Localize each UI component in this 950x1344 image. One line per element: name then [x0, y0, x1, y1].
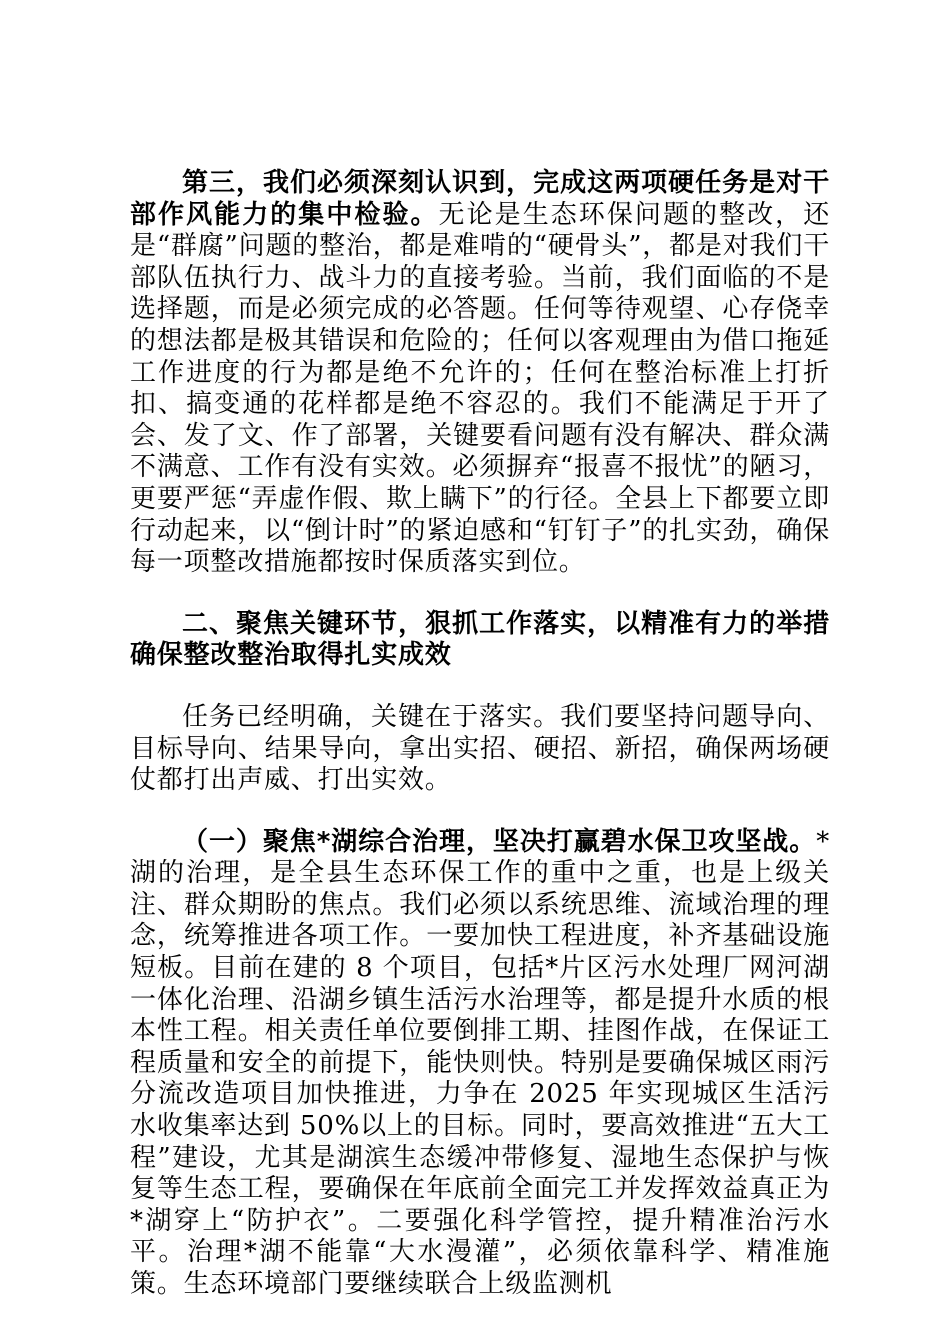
paragraph-third-point — [130, 168, 830, 579]
document-page — [130, 168, 830, 1301]
paragraph-lead-sentence: 第三，我们必须深刻认识到，完成这两项硬任务是对干部作风能力的集中检验。 — [130, 168, 830, 230]
subsection-heading: （一）聚焦*湖综合治理，坚决打赢碧水保卫攻坚战。 — [182, 826, 817, 857]
paragraph-body: *湖的治理，是全县生态环保工作的重中之重，也是上级关注、群众期盼的焦点。我们必须以系统思维、流域治理的理念，统筹推进各项工作。一要加快工程进度，补齐基础设施短板。目前在建的 8 个项目，包括*片区污水处理厂网河湖一体化治理、沿湖乡镇生活污水治理等，都是提升水质的根本性工程。相关责任单位要倒排工期、挂图作战，在保证工程质量和安全的前提下，能快则快。特别是要确保城区雨污分流改造项目加快推进，力争在 2025 年实现城区生活污水收集率达到 50%以上的目标。同时，要高效推进“五大工程”建设，尤其是湖滨生态缓冲带修复、湿地生态保护与恢复等生态工程，要确保在年底前全面完工并发挥效益真正为*湖穿上“防护衣”。二要强化科学管控，提升精准治污水平。治理*湖不能靠“大水漫灌”，必须依靠科学、精准施策。生态环境部门要继续联合上级监测机 — [130, 826, 830, 1299]
paragraph-intro: 任务已经明确，关键在于落实。我们要坚持问题导向、目标导向、结果导向，拿出实招、硬招、新招，确保两场硬仗都打出声威、打出实效。 — [130, 701, 830, 796]
paragraph-lake-governance — [130, 827, 830, 1301]
paragraph-body: 无论是生态环保问题的整改，还是“群腐”问题的整治，都是难啃的“硬骨头”，都是对我们干部队伍执行力、战斗力的直接考验。当前，我们面临的不是选择题，而是必须完成的必答题。任何等待观望、心存侥幸的想法都是极其错误和危险的；任何以客观理由为借口拖延工作进度的行为都是绝不允许的；任何在整治标准上打折扣、搞变通的花样都是绝不容忍的。我们不能满足于开了会、发了文、作了部署，关键要看问题有没有解决、群众满不满意、工作有没有实效。必须摒弃“报喜不报忧”的陋习，更要严惩“弄虚作假、欺上瞒下”的行径。全县上下都要立即行动起来，以“倒计时”的紧迫感和“钉钉子”的扎实劲，确保每一项整改措施都按时保质落实到位。 — [130, 199, 830, 578]
section-heading: 二、聚焦关键环节，狠抓工作落实，以精准有力的举措确保整改整治取得扎实成效 — [130, 608, 830, 671]
